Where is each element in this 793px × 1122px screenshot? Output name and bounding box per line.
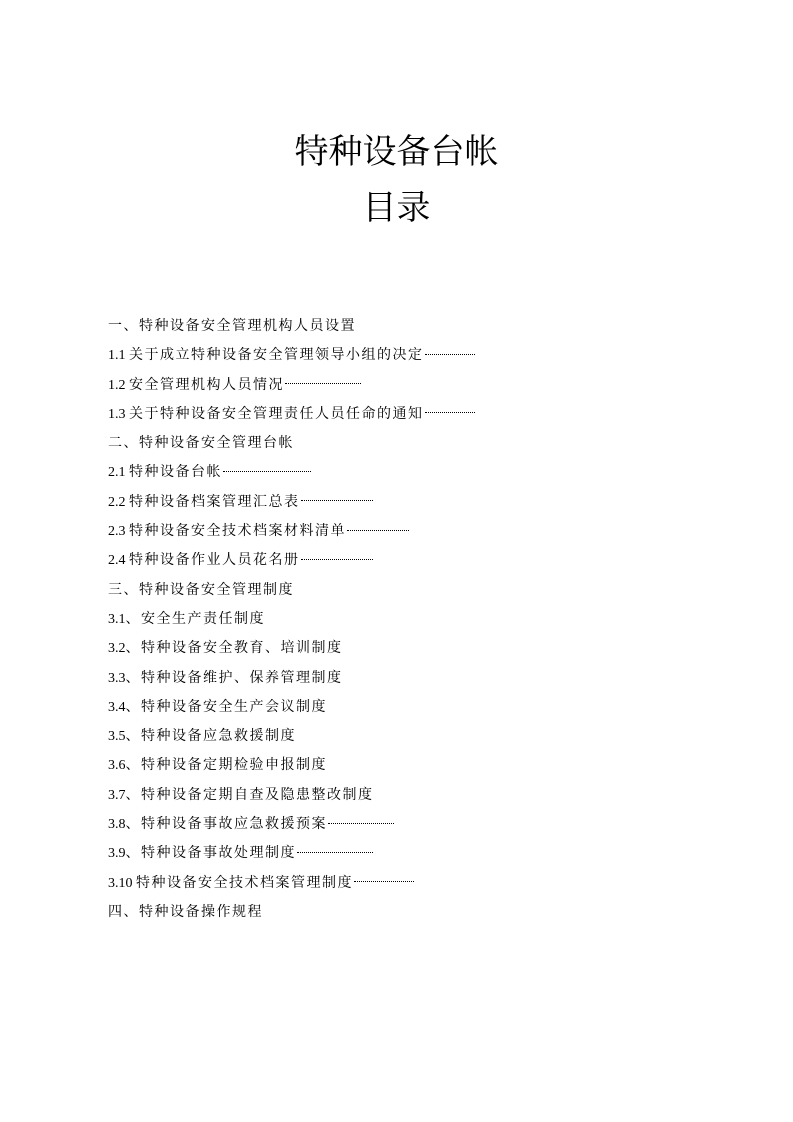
toc-entry-text: 关于特种设备安全管理责任人员任命的通知 [129,405,424,422]
toc-entry-text: 关于成立特种设备安全管理领导小组的决定 [129,347,424,364]
toc-entry-number: 3.10 [108,875,136,891]
toc-entry-text: 特种设备安全技术档案材料清单 [129,523,346,540]
toc-entry-text: 、特种设备安全教育、培训制度 [125,640,343,657]
dot-leader [347,530,409,531]
toc-entry-text: 、安全生产责任制度 [125,610,265,627]
toc-entry-text: 一、特种设备安全管理机构人员设置 [108,318,356,334]
toc-entry[interactable] [108,693,475,722]
toc-entry-number: 3.1 [108,611,126,627]
dot-leader [425,354,475,355]
toc-entry-number: 2.4 [108,553,129,569]
toc-entry[interactable] [108,488,475,517]
dot-leader [425,412,475,413]
toc-entry[interactable] [108,605,475,634]
toc-entry-text: 、特种设备定期自查及隐患整改制度 [125,786,374,803]
toc-entry-number: 2.1 [108,465,129,481]
toc-entry-text: 特种设备档案管理汇总表 [129,493,300,510]
dot-leader [301,500,373,501]
dot-leader [297,852,373,853]
toc-entry-number: 3.4 [108,699,126,715]
toc-entry[interactable] [108,546,475,575]
toc-entry[interactable] [108,898,475,927]
toc-entry[interactable] [108,810,475,839]
toc-entry-text: 安全管理机构人员情况 [129,376,284,393]
toc-entry-number: 3.2 [108,641,126,657]
toc-entry[interactable] [108,312,475,341]
toc-entry-text: 、特种设备应急救援制度 [125,728,296,745]
toc-entry-number: 3.9 [108,846,126,862]
toc-entry[interactable] [108,781,475,810]
toc-entry-number: 1.1 [108,348,129,364]
toc-entry[interactable] [108,341,475,370]
toc-entry-number: 3.3 [108,670,126,686]
toc-entry-number: 3.5 [108,729,126,745]
toc-entry-text: 、特种设备安全生产会议制度 [125,698,327,715]
toc-entry-number: 3.6 [108,758,126,774]
toc-entry-number: 1.3 [108,406,129,422]
toc-entry[interactable] [108,517,475,546]
toc-entry-number: 1.2 [108,377,129,393]
toc-entry[interactable] [108,751,475,780]
dot-leader [354,881,414,882]
toc-entry-text: 二、特种设备安全管理台帐 [108,435,294,452]
toc-entry-text: 、特种设备事故处理制度 [125,845,296,862]
dot-leader [301,559,373,560]
toc-entry[interactable] [108,371,475,400]
dot-leader [285,383,361,384]
document-title: 特种设备台帐 [294,132,499,172]
toc-entry[interactable] [108,664,475,693]
toc-entry-number: 2.3 [108,524,129,540]
toc-entry-number: 3.7 [108,787,126,803]
toc-entry[interactable] [108,576,475,605]
toc-entry[interactable] [108,839,475,868]
toc-entry[interactable] [108,458,475,487]
table-of-contents [108,312,475,927]
toc-entry[interactable] [108,722,475,751]
toc-entry-text: 、特种设备事故应急救援预案 [125,816,327,833]
toc-entry-text: 三、特种设备安全管理制度 [108,581,294,598]
toc-entry-text: 四、特种设备操作规程 [108,903,263,920]
toc-entry[interactable] [108,869,475,898]
toc-heading: 目录 [362,188,431,228]
toc-entry-number: 2.2 [108,494,129,510]
toc-entry-number: 3.8 [108,817,126,833]
toc-entry[interactable] [108,400,475,429]
toc-entry-text: 、特种设备维护、保养管理制度 [125,669,343,686]
toc-entry[interactable] [108,634,475,663]
toc-entry[interactable] [108,429,475,458]
toc-entry-text: 、特种设备定期检验申报制度 [125,757,327,774]
toc-entry-text: 特种设备台帐 [129,464,222,481]
toc-entry-text: 特种设备安全技术档案管理制度 [136,874,353,891]
toc-entry-text: 特种设备作业人员花名册 [129,552,300,569]
dot-leader [328,823,394,824]
dot-leader [223,471,311,472]
